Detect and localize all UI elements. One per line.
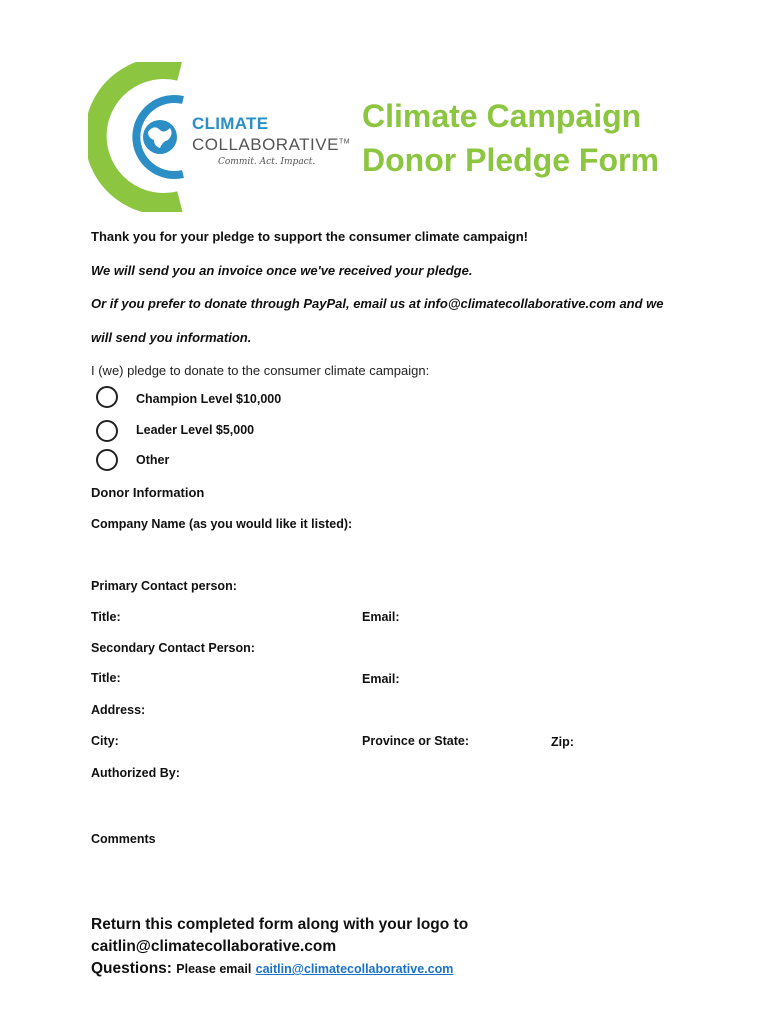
secondary-contact-label: Secondary Contact Person: — [91, 641, 255, 655]
invoice-text: We will send you an invoice once we've received your pledge. — [91, 263, 473, 278]
title-line-2: Donor Pledge Form — [362, 142, 659, 178]
logo-trademark: TM — [338, 138, 351, 146]
thanks-text: Thank you for your pledge to support the consumer climate campaign! — [91, 229, 529, 244]
title-label-2: Title: — [91, 671, 121, 685]
zip-label: Zip: — [551, 735, 574, 749]
paypal-text-2: will send you information. — [91, 330, 252, 345]
logo-line-collaborative: COLLABORATIVE — [192, 135, 339, 154]
radio-champion[interactable] — [96, 386, 118, 408]
address-label: Address: — [91, 703, 146, 717]
questions-text: Please email — [176, 962, 252, 976]
pledge-prompt: I (we) pledge to donate to the consumer climate campaign: — [91, 363, 430, 378]
company-name-label: Company Name (as you would like it listed): — [91, 517, 353, 531]
email-label-2: Email: — [362, 672, 400, 686]
donor-heading: Donor Information — [91, 485, 205, 500]
climate-collaborative-logo — [88, 62, 351, 212]
option-other-label: Other — [136, 453, 170, 467]
radio-other[interactable] — [96, 449, 118, 471]
primary-contact-label: Primary Contact person: — [91, 579, 237, 593]
return-line-1: Return this completed form along with your logo to — [91, 916, 469, 933]
title-label-1: Title: — [91, 610, 121, 624]
authorized-label: Authorized By: — [91, 766, 180, 780]
paypal-text-1: Or if you prefer to donate through PayPal, email us at info@climatecollaborative.com and we — [91, 296, 664, 311]
questions-line — [91, 960, 453, 978]
radio-leader[interactable] — [96, 420, 118, 442]
logo-tagline: Commit. Act. Impact. — [218, 157, 316, 167]
page-title — [362, 94, 659, 182]
logo-line-climate: CLIMATE — [192, 114, 269, 133]
questions-label: Questions: — [91, 960, 172, 977]
option-leader-label: Leader Level $5,000 — [136, 423, 255, 437]
option-champion-label: Champion Level $10,000 — [136, 392, 282, 406]
title-line-1: Climate Campaign — [362, 98, 642, 134]
questions-email-link[interactable]: caitlin@climatecollaborative.com — [255, 962, 454, 976]
province-label: Province or State: — [362, 734, 469, 748]
comments-label: Comments — [91, 832, 156, 846]
return-line-2: caitlin@climatecollaborative.com — [91, 938, 337, 955]
email-label-1: Email: — [362, 610, 400, 624]
city-label: City: — [91, 734, 119, 748]
